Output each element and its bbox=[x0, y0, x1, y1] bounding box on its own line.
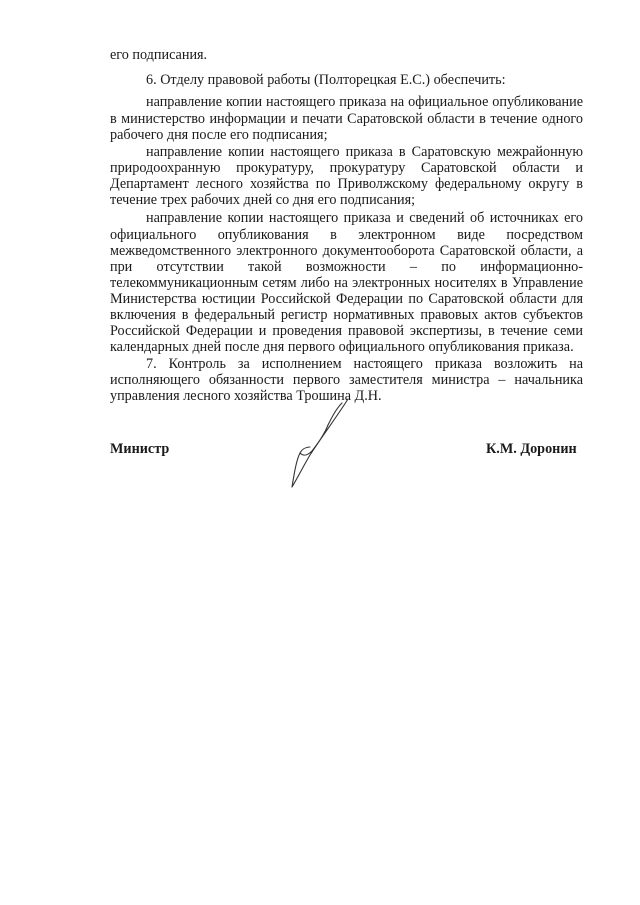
text-line: направление копии настоящего приказа на официальное опубликование bbox=[146, 94, 583, 110]
text-line: течение трех рабочих дней со дня его подписания; bbox=[110, 192, 416, 208]
text-line: календарных дней после дня первого официального опубликования приказа. bbox=[110, 339, 574, 355]
text-line: направление копии настоящего приказа и сведений об источниках его bbox=[146, 210, 583, 226]
text-line: Министерства юстиции Российской Федерации по Саратовской области для bbox=[110, 291, 583, 307]
item-6-heading: 6. Отделу правовой работы (Полторецкая Е.С.) обеспечить: bbox=[146, 72, 506, 88]
text-line: в министерство информации и печати Саратовской области в течение одного bbox=[110, 111, 583, 127]
text-line: Департамент лесного хозяйства по Приволжскому федеральному округу в bbox=[110, 176, 583, 192]
text-line: при отсутствии такой возможности – по информационно- bbox=[110, 259, 583, 275]
text-line: рабочего дня после его подписания; bbox=[110, 127, 328, 143]
text-line: направление копии настоящего приказа в Саратовскую межрайонную bbox=[146, 144, 583, 160]
text-line: включения в федеральный регистр нормативных правовых актов субъектов bbox=[110, 307, 583, 323]
text-line: его подписания. bbox=[110, 47, 208, 63]
text-line: телекоммуникационным сетям либо на электронных носителях в Управление bbox=[110, 275, 583, 291]
text-line: межведомственного электронного документооборота Саратовской области, а bbox=[110, 243, 583, 259]
text-line: природоохранную прокуратуру, прокуратуру Саратовской области и bbox=[110, 160, 583, 176]
text-line: Российской Федерации и проведения правовой экспертизы, в течение семи bbox=[110, 323, 583, 339]
item-7-heading: 7. Контроль за исполнением настоящего приказа возложить на bbox=[146, 356, 583, 372]
signatory-name: К.М. Доронин bbox=[486, 441, 577, 457]
text-line: управления лесного хозяйства Трошина Д.Н. bbox=[110, 388, 382, 404]
handwritten-signature bbox=[278, 395, 358, 495]
text-line: исполняющего обязанности первого заместителя министра – начальника bbox=[110, 372, 583, 388]
signatory-position: Министр bbox=[110, 441, 170, 457]
text-line: официального опубликования в электронном виде посредством bbox=[110, 227, 583, 243]
